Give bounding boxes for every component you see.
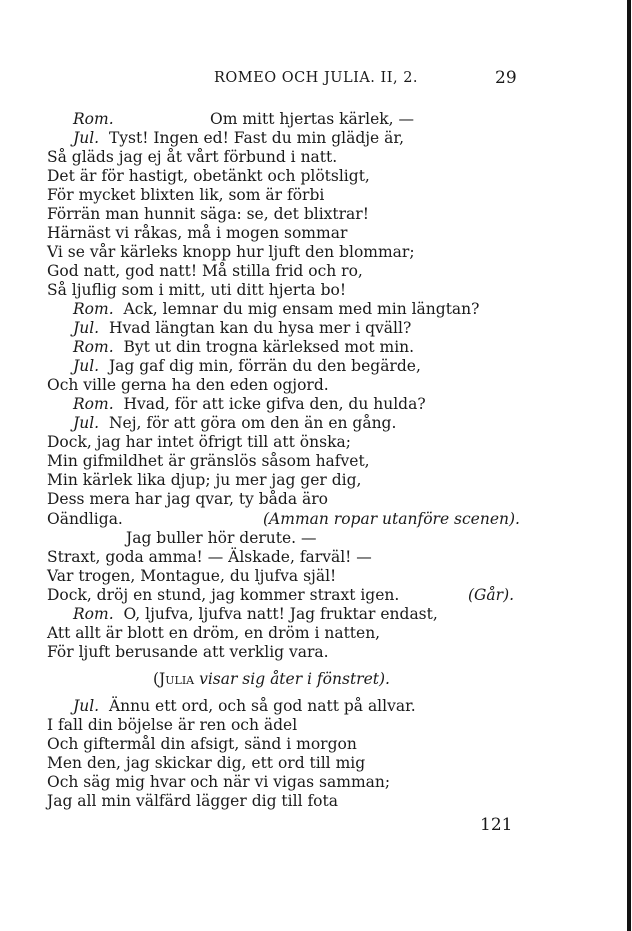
verse-line: Och ville gerna ha den eden ogjord.: [47, 376, 329, 394]
verse-line: Det är för hastigt, obetänkt och plötsligt,: [47, 167, 370, 185]
verse-line: Att allt är blott en dröm, en dröm i natten,: [47, 624, 381, 642]
verse-line: Min gifmildhet är gränslös såsom hafvet,: [47, 452, 370, 470]
verse-line: Men den, jag skickar dig, ett ord till mig: [47, 754, 366, 772]
stage-direction: (Går).: [468, 586, 515, 604]
verse-line: I fall din böjelse är ren och ädel: [47, 716, 298, 734]
verse-line: Jul. Tyst! Ingen ed! Fast du min glädje är,: [73, 129, 405, 147]
verse-line: Jag buller hör derute. —: [126, 529, 317, 547]
speaker: Rom.: [73, 110, 114, 128]
verse-line: Rom. Hvad, för att icke gifva den, du hulda?: [73, 395, 426, 413]
signature-number: 121: [480, 815, 513, 835]
verse-line: För ljuft berusande att verklig vara.: [47, 643, 329, 661]
running-header: ROMEO OCH JULIA. II, 2.: [213, 70, 419, 86]
verse-line: Förrän man hunnit säga: se, det blixtrar!: [47, 205, 369, 223]
verse-line: Oändliga.: [47, 510, 123, 528]
verse-line: God natt, god natt! Må stilla frid och ro,: [47, 262, 363, 280]
verse-line: Och giftermål din afsigt, sänd i morgon: [47, 735, 357, 753]
verse-line: För mycket blixten lik, som är förbi: [47, 186, 325, 204]
verse-line: Straxt, goda amma! — Älskade, farväl! —: [47, 548, 372, 566]
stage-direction: (Julia visar sig åter i fönstret).: [153, 670, 390, 688]
verse-line: Rom. Byt ut din trogna kärleksed mot min.: [73, 338, 415, 356]
verse-line: Om mitt hjertas kärlek, —: [210, 110, 415, 128]
stage-direction: (Amman ropar utanföre scenen).: [263, 510, 520, 528]
page-number: 29: [495, 68, 517, 88]
verse-line: Dock, dröj en stund, jag kommer straxt igen.: [47, 586, 400, 604]
verse-line: Härnäst vi råkas, må i mogen sommar: [47, 224, 348, 242]
verse-line: Och säg mig hvar och när vi vigas samman;: [47, 773, 391, 791]
verse-line: Dock, jag har intet öfrigt till att önska;: [47, 433, 351, 451]
verse-line: Var trogen, Montague, du ljufva själ!: [47, 567, 337, 585]
verse-line: Jul. Ännu ett ord, och så god natt på allvar.: [73, 697, 416, 715]
verse-line: Vi se vår kärleks knopp hur ljuft den blommar;: [47, 243, 415, 261]
verse-line: Jul. Hvad längtan kan du hysa mer i qväll?: [73, 319, 412, 337]
verse-line: Så ljuflig som i mitt, uti ditt hjerta bo!: [47, 281, 347, 299]
verse-line: Så gläds jag ej åt vårt förbund i natt.: [47, 148, 338, 166]
verse-line: Jul. Jag gaf dig min, förrän du den begärde,: [73, 357, 421, 375]
verse-line: Dess mera har jag qvar, ty båda äro: [47, 490, 328, 508]
verse-line: Rom. O, ljufva, ljufva natt! Jag fruktar endast,: [73, 605, 438, 623]
verse-line: Jag all min välfärd lägger dig till fota: [47, 792, 338, 810]
verse-line: Min kärlek lika djup; ju mer jag ger dig,: [47, 471, 362, 489]
verse-line: Jul. Nej, för att göra om den än en gång.: [73, 414, 397, 432]
verse-line: Rom. Ack, lemnar du mig ensam med min längtan?: [73, 300, 480, 318]
